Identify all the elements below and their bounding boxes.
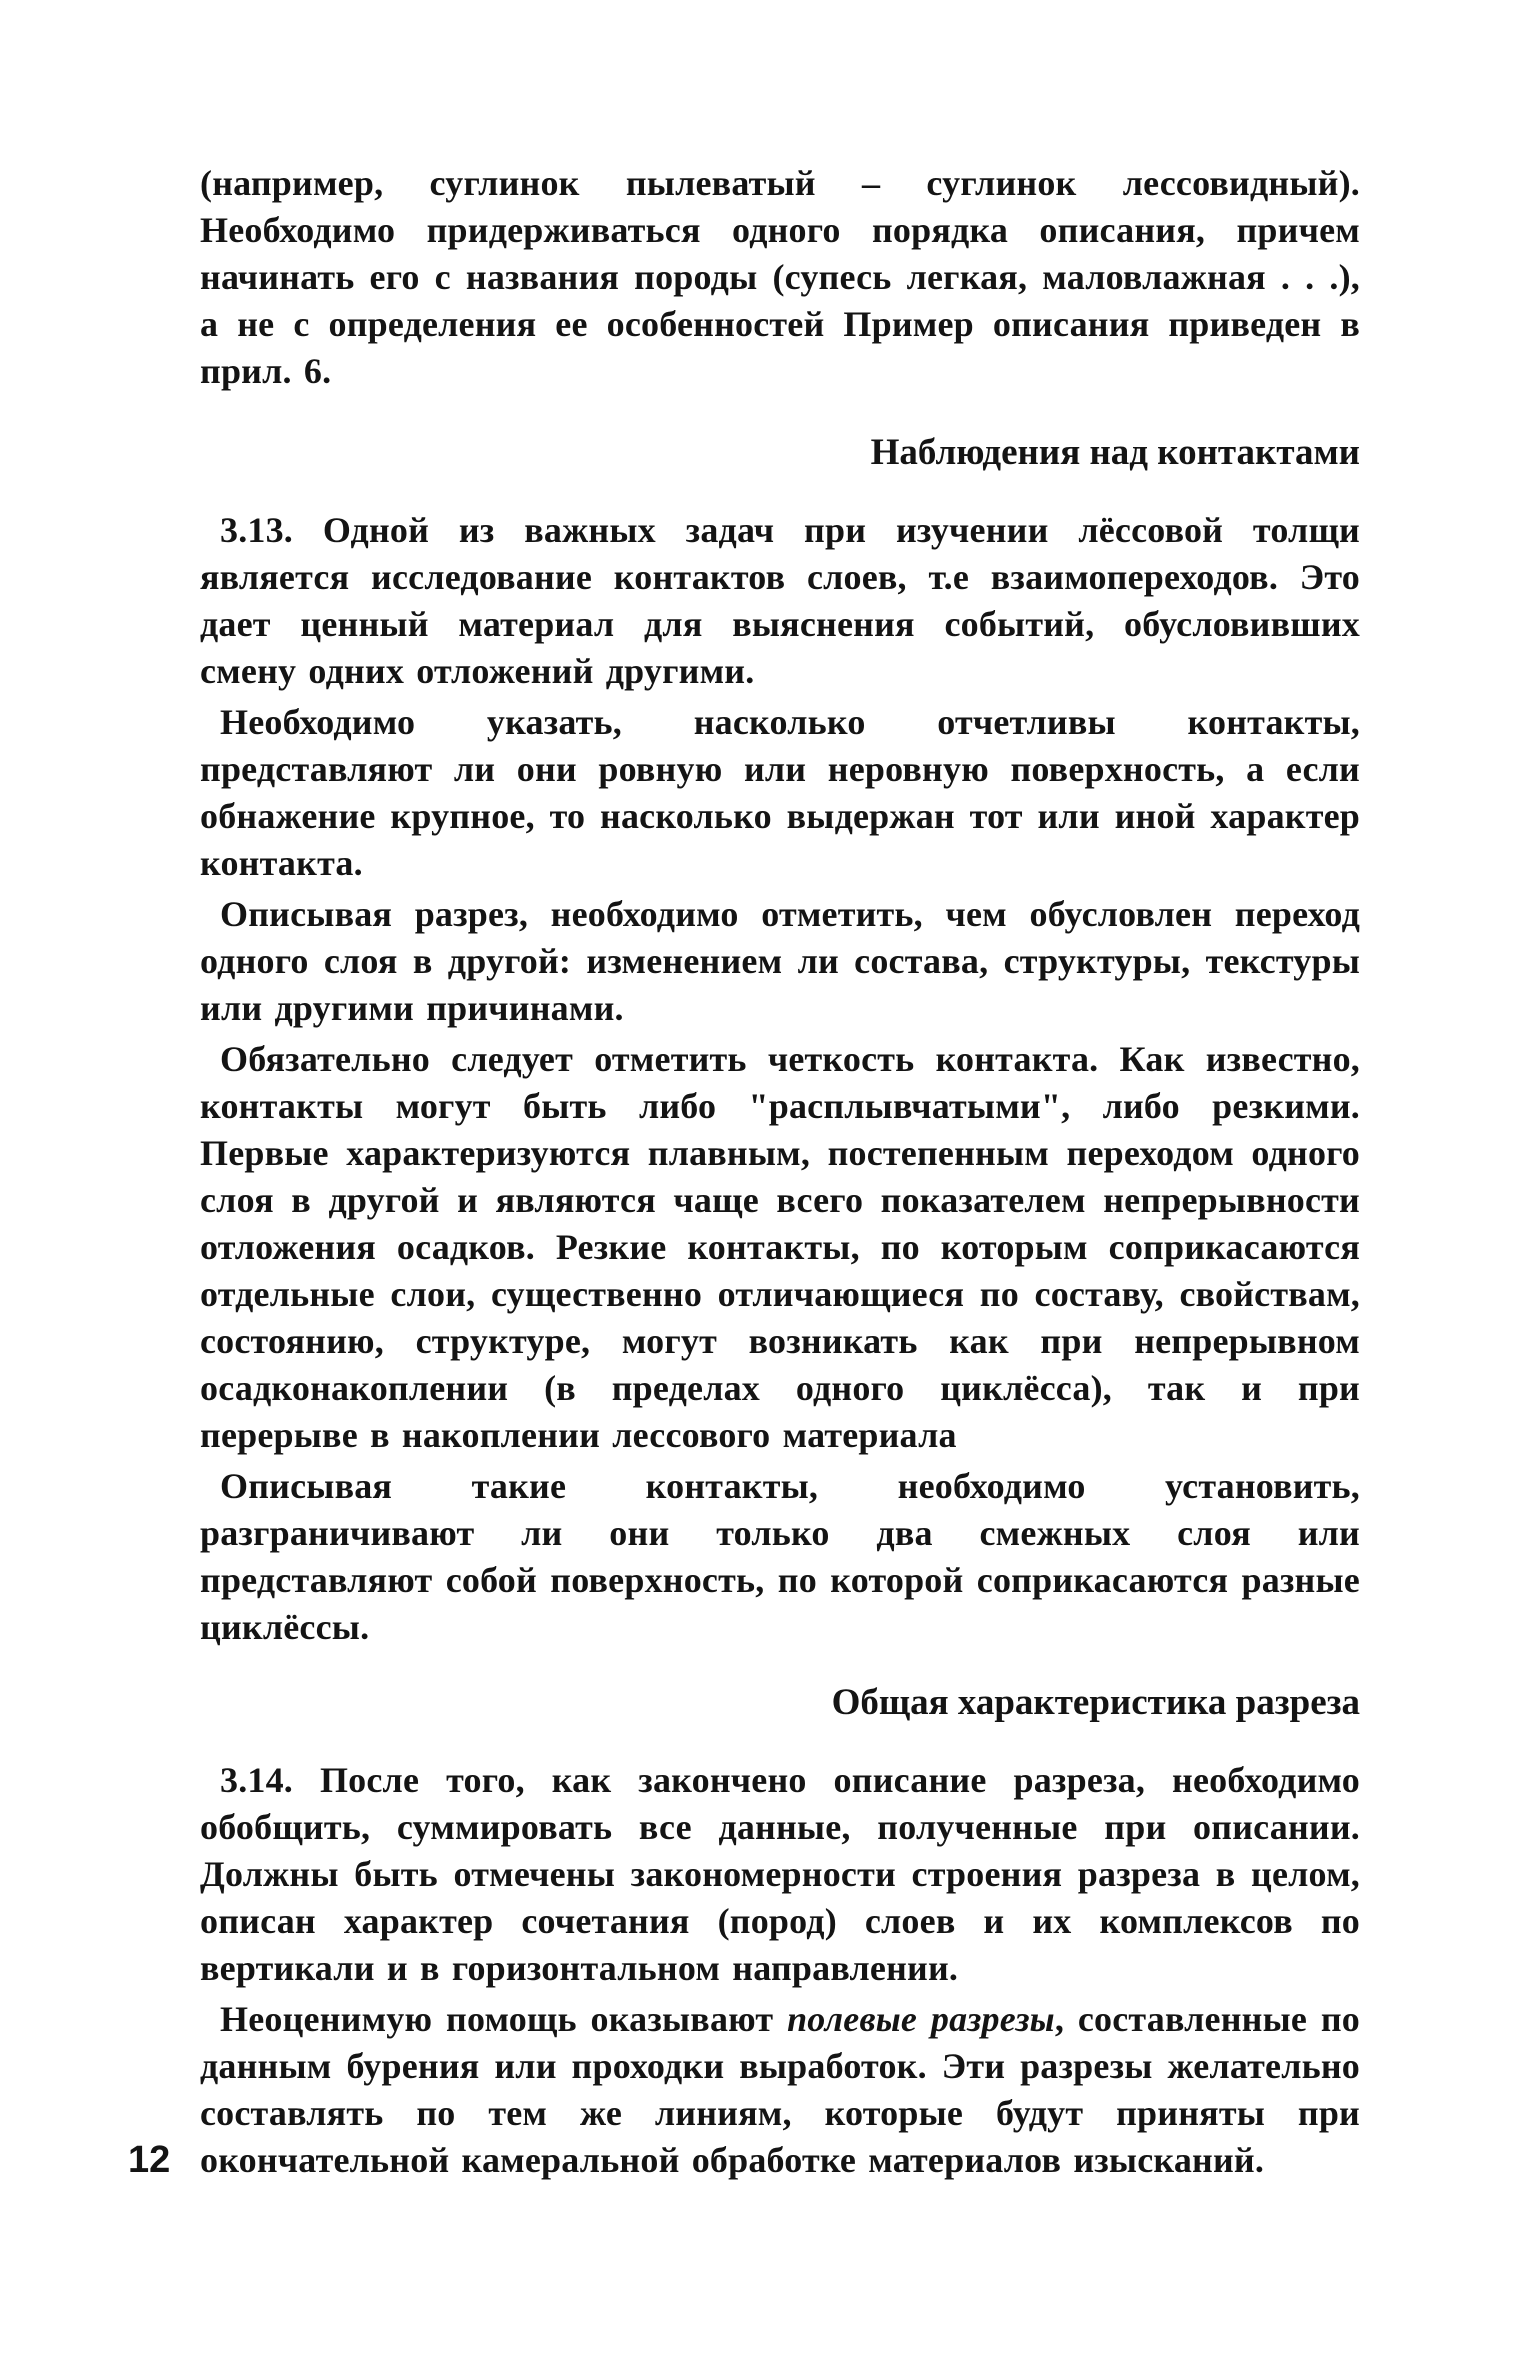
paragraph-contact-sharpness: Обязательно следует отметить четкость контакта. Как известно, контакты могут быть либо "расплывчатыми", либо резкими. Первые характеризуются плавным, постепенным переходом одного слоя в другой и являются чаще всего показателем непрерывности отложения осадков. Резкие контакты, по которым соприкасаются отдельные слои, существенно отличающиеся по составу, свойствам, состоянию, структуре, могут возникать как при непрерывном осадконакоплении (в пределах одного циклёсса), так и при перерыве в накоплении лессового материала (200, 1039, 1360, 1455)
field-sections-term: полевые разрезы (787, 1999, 1055, 2039)
paragraph-3-14: 3.14. После того, как закончено описание разреза, необходимо обобщить, суммировать все данные, полученные при описании. Должны быть отмечены закономерности строения разреза в целом, описан характер сочетания (пород) слоев и их комплексов по вертикали и в горизонтальном направлении. (200, 1760, 1360, 1988)
paragraph-contact-description: Описывая такие контакты, необходимо установить, разграничивают ли они только два смежных слоя или представляют собой поверхность, по которой соприкасаются разные циклёссы. (200, 1466, 1360, 1647)
text-column (200, 160, 1360, 2184)
paragraph-continuation: (например, суглинок пылеватый – суглинок лессовидный). Необходимо придерживаться одного порядка описания, причем начинать его с названия породы (супесь легкая, маловлажная . . .), а не с определения ее особенностей Пример описания приведен в прил. 6. (200, 163, 1360, 391)
page-number: 12 (128, 2139, 171, 2181)
paragraph-contact-clarity: Необходимо указать, насколько отчетливы контакты, представляют ли они ровную или неровную поверхность, а если обнажение крупное, то насколько выдержан тот или иной характер контакта. (200, 702, 1360, 883)
paragraph-3-13: 3.13. Одной из важных задач при изучении лёссовой толщи является исследование контактов слоев, т.е взаимопереходов. Это дает ценный материал для выяснения событий, обусловивших смену одних отложений другими. (200, 510, 1360, 691)
section-heading-contacts: Наблюдения над контактами (870, 432, 1360, 473)
section-heading-general: Общая характеристика разреза (831, 1682, 1360, 1723)
field-sections-text-start: Неоценимую помощь оказывают (220, 1999, 788, 2039)
paragraph-layer-transition: Описывая разрез, необходимо отметить, чем обусловлен переход одного слоя в другой: изменением ли состава, структуры, текстуры или другими причинами. (200, 894, 1360, 1028)
paragraph-field-sections (200, 1996, 1360, 2184)
field-sections-text-end: , составленные по данным бурения или проходки выработок. Эти разрезы желательно составлять по тем же линиям, которые будут приняты при окончательной камеральной обработке материалов изысканий. (200, 1999, 1360, 2180)
